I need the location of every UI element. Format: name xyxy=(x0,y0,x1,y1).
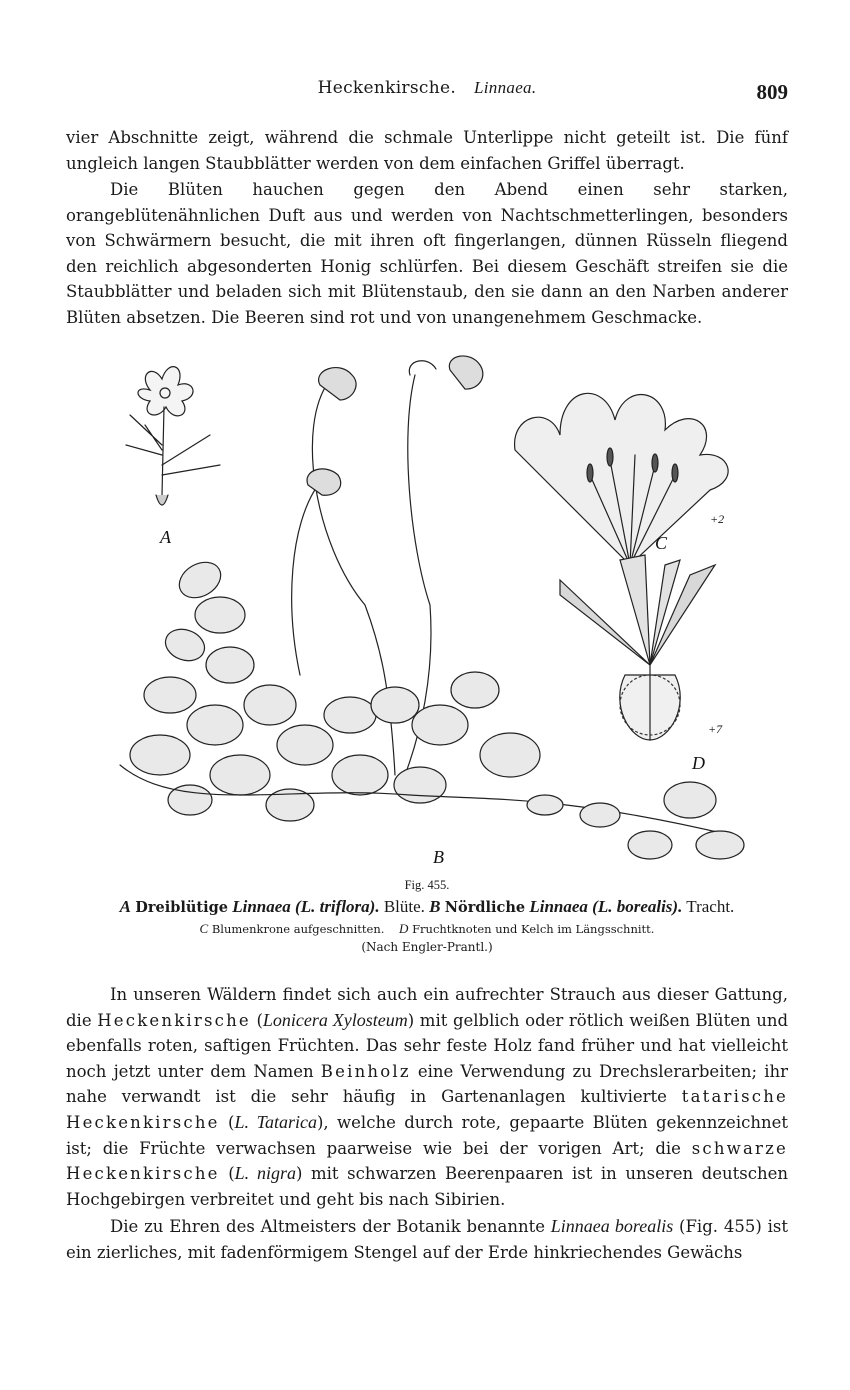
scale-c: +2 xyxy=(710,512,725,526)
running-title-latin: Linnaea. xyxy=(474,78,537,97)
caption-a-letter: A xyxy=(119,897,132,916)
caption-a-latin: Linnaea (L. triflora). xyxy=(232,897,380,916)
linnaea-engraving xyxy=(90,345,770,865)
figure-number: Fig. 455. xyxy=(404,878,450,892)
paragraph-4: Die zu Ehren des Altmeisters der Botanik benannte Linnaea borealis (Fig. 455) ist ein zierliches, mit fadenförmigem Stengel auf der Erde hinkriechendes Gewächs xyxy=(66,1216,788,1262)
running-title xyxy=(66,78,788,98)
paragraph-3: In unseren Wäldern findet sich auch ein aufrechter Strauch aus dieser Gattung, die Heckenkirsche (Lonicera Xylosteum) mit gelblich oder rötlich weißen Blüten und ebenfalls roten, saftigen Früchten. Das sehr feste Holz fand früher und hat vielleicht noch jetzt unter dem Namen Beinholz eine Verwendung zu Drechslerarbeiten; ihr nahe verwandt ist die sehr häufig in Gartenanlagen kultivierte tatarische Heckenkirsche (L. Tatarica), welche durch rote, gepaarte Blüten gekennzeichnet ist; die Früchte verwachsen paarweise wie bei der vorigen Art; die schwarze Heckenkirsche (L. nigra) mit schwarzen Beerenpaaren ist in unseren deutschen Hochgebirgen verbreitet und geht bis nach Sibirien. xyxy=(66,985,789,1209)
caption-b-german: Nördliche xyxy=(444,899,526,916)
caption-a-german: Dreiblütige xyxy=(135,899,228,916)
running-header xyxy=(66,78,788,106)
page-number: 809 xyxy=(756,80,788,104)
label-b: B xyxy=(433,847,444,865)
figure-caption-sub xyxy=(66,921,788,937)
leaf-mat-drawing xyxy=(130,555,540,821)
label-d: D xyxy=(692,753,705,773)
caption-c-letter: C xyxy=(199,921,209,936)
corolla-c-drawing xyxy=(515,393,729,565)
running-title-german: Heckenkirsche. xyxy=(317,78,457,98)
figure-source: (Nach Engler-Prantl.) xyxy=(361,940,493,954)
paragraph-1: vier Abschnitte zeigt, während die schmale Unterlippe nicht geteilt ist. Die fünf ungleich langen Staubblätter werden von dem einfachen Griffel überragt. xyxy=(66,128,788,173)
figure-455-illustration xyxy=(90,345,770,865)
caption-d-letter: D xyxy=(399,921,409,936)
flower-a-drawing xyxy=(126,367,220,505)
caption-b-latin: Linnaea (L. borealis). xyxy=(529,897,683,916)
calyx-d-drawing xyxy=(560,555,715,740)
caption-c-text: Blumenkrone aufgeschnitten. xyxy=(211,922,385,936)
scale-d: +7 xyxy=(708,722,723,736)
paragraph-2: Die Blüten hauchen gegen den Abend einen sehr starken, orangeblütenähnlichen Duft aus und werden von Nachtschmetterlingen, besonders von Schwärmern besucht, die mit ihren oft fingerlangen, dünnen Rüsseln fliegend den reichlich abgesonderten Honig schlürfen. Bei diesem Geschäft streifen sie die Staubblätter und beladen sich mit Blütenstaub, den sie dann an den Narben anderer Blüten absetzen. Die Beeren sind rot und von unangenehmem Geschmacke. xyxy=(66,180,788,327)
caption-d-text: Fruchtknoten und Kelch im Längsschnitt. xyxy=(412,922,655,936)
label-a: A xyxy=(160,527,171,547)
caption-b-letter: B xyxy=(429,897,441,916)
caption-b-part: Tracht. xyxy=(686,897,735,916)
label-c: C xyxy=(655,533,668,553)
caption-a-part: Blüte. xyxy=(383,897,425,916)
figure-caption-main xyxy=(66,897,788,917)
